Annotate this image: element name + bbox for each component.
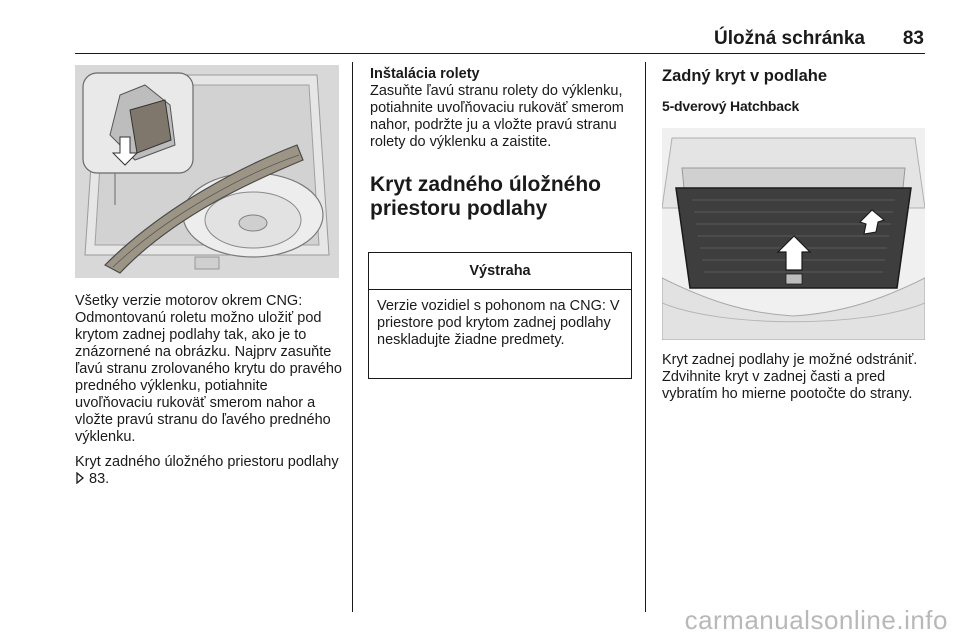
hatchback-floor-cover-illustration (662, 128, 925, 340)
page-number: 83 (902, 28, 924, 49)
page-reference-arrow-icon (75, 471, 89, 487)
warning-title: Výstraha (369, 253, 631, 290)
warning-box (368, 252, 632, 379)
floor-cover-reference-text: Kryt zadného úložného priestoru podlahy (75, 454, 339, 470)
warning-text: Verzie vozidiel s pohonom na CNG: V priestore pod krytom zadnej podlahy neskladujte žiadne predmety. (377, 298, 620, 348)
hatchback-subheading: 5-dverový Hatchback (662, 98, 800, 114)
watermark-text: carmanualsonline.info (684, 605, 948, 635)
trunk-spare-wheel-illustration (75, 65, 339, 278)
rear-floor-cover-title: Zadný kryt v podlahe (662, 67, 828, 85)
cover-storage-paragraph: Všetky verzie motorov okrem CNG: Odmontovanú roletu možno uložiť pod krytom zadnej podlahy tak, ako je to znázornené na obrázku. Najprv zasuňte ľavú stranu zrolovaného krytu do pravého predného výklenku, potiahnite uvoľňovaciu rukoväť smerom nahor a vložte pravú stranu do ľavého predného výklenku. (75, 293, 342, 445)
header-rule (75, 53, 925, 54)
floor-cover-section-title: Kryt zadného úložného priestoru podlahy (370, 173, 601, 220)
floor-cover-reference (75, 454, 343, 488)
installation-heading: Inštalácia rolety (370, 66, 480, 82)
installation-paragraph: Zasuňte ľavú stranu rolety do výklenku, potiahnite uvoľňovaciu rukoväť smerom nahor, podržte ju a vložte pravú stranu rolety do výklenku a zaistite. (370, 83, 624, 150)
reference-page-number: 83. (89, 471, 110, 487)
column-divider-2 (645, 62, 646, 612)
rear-floor-cover-paragraph: Kryt zadnej podlahy je možné odstrániť. Zdvihnite kryt v zadnej časti a pred vybratím ho mierne pootočte do strany. (662, 352, 918, 402)
column-divider-1 (352, 62, 353, 612)
page-header-title: Úložná schránka (714, 28, 865, 49)
